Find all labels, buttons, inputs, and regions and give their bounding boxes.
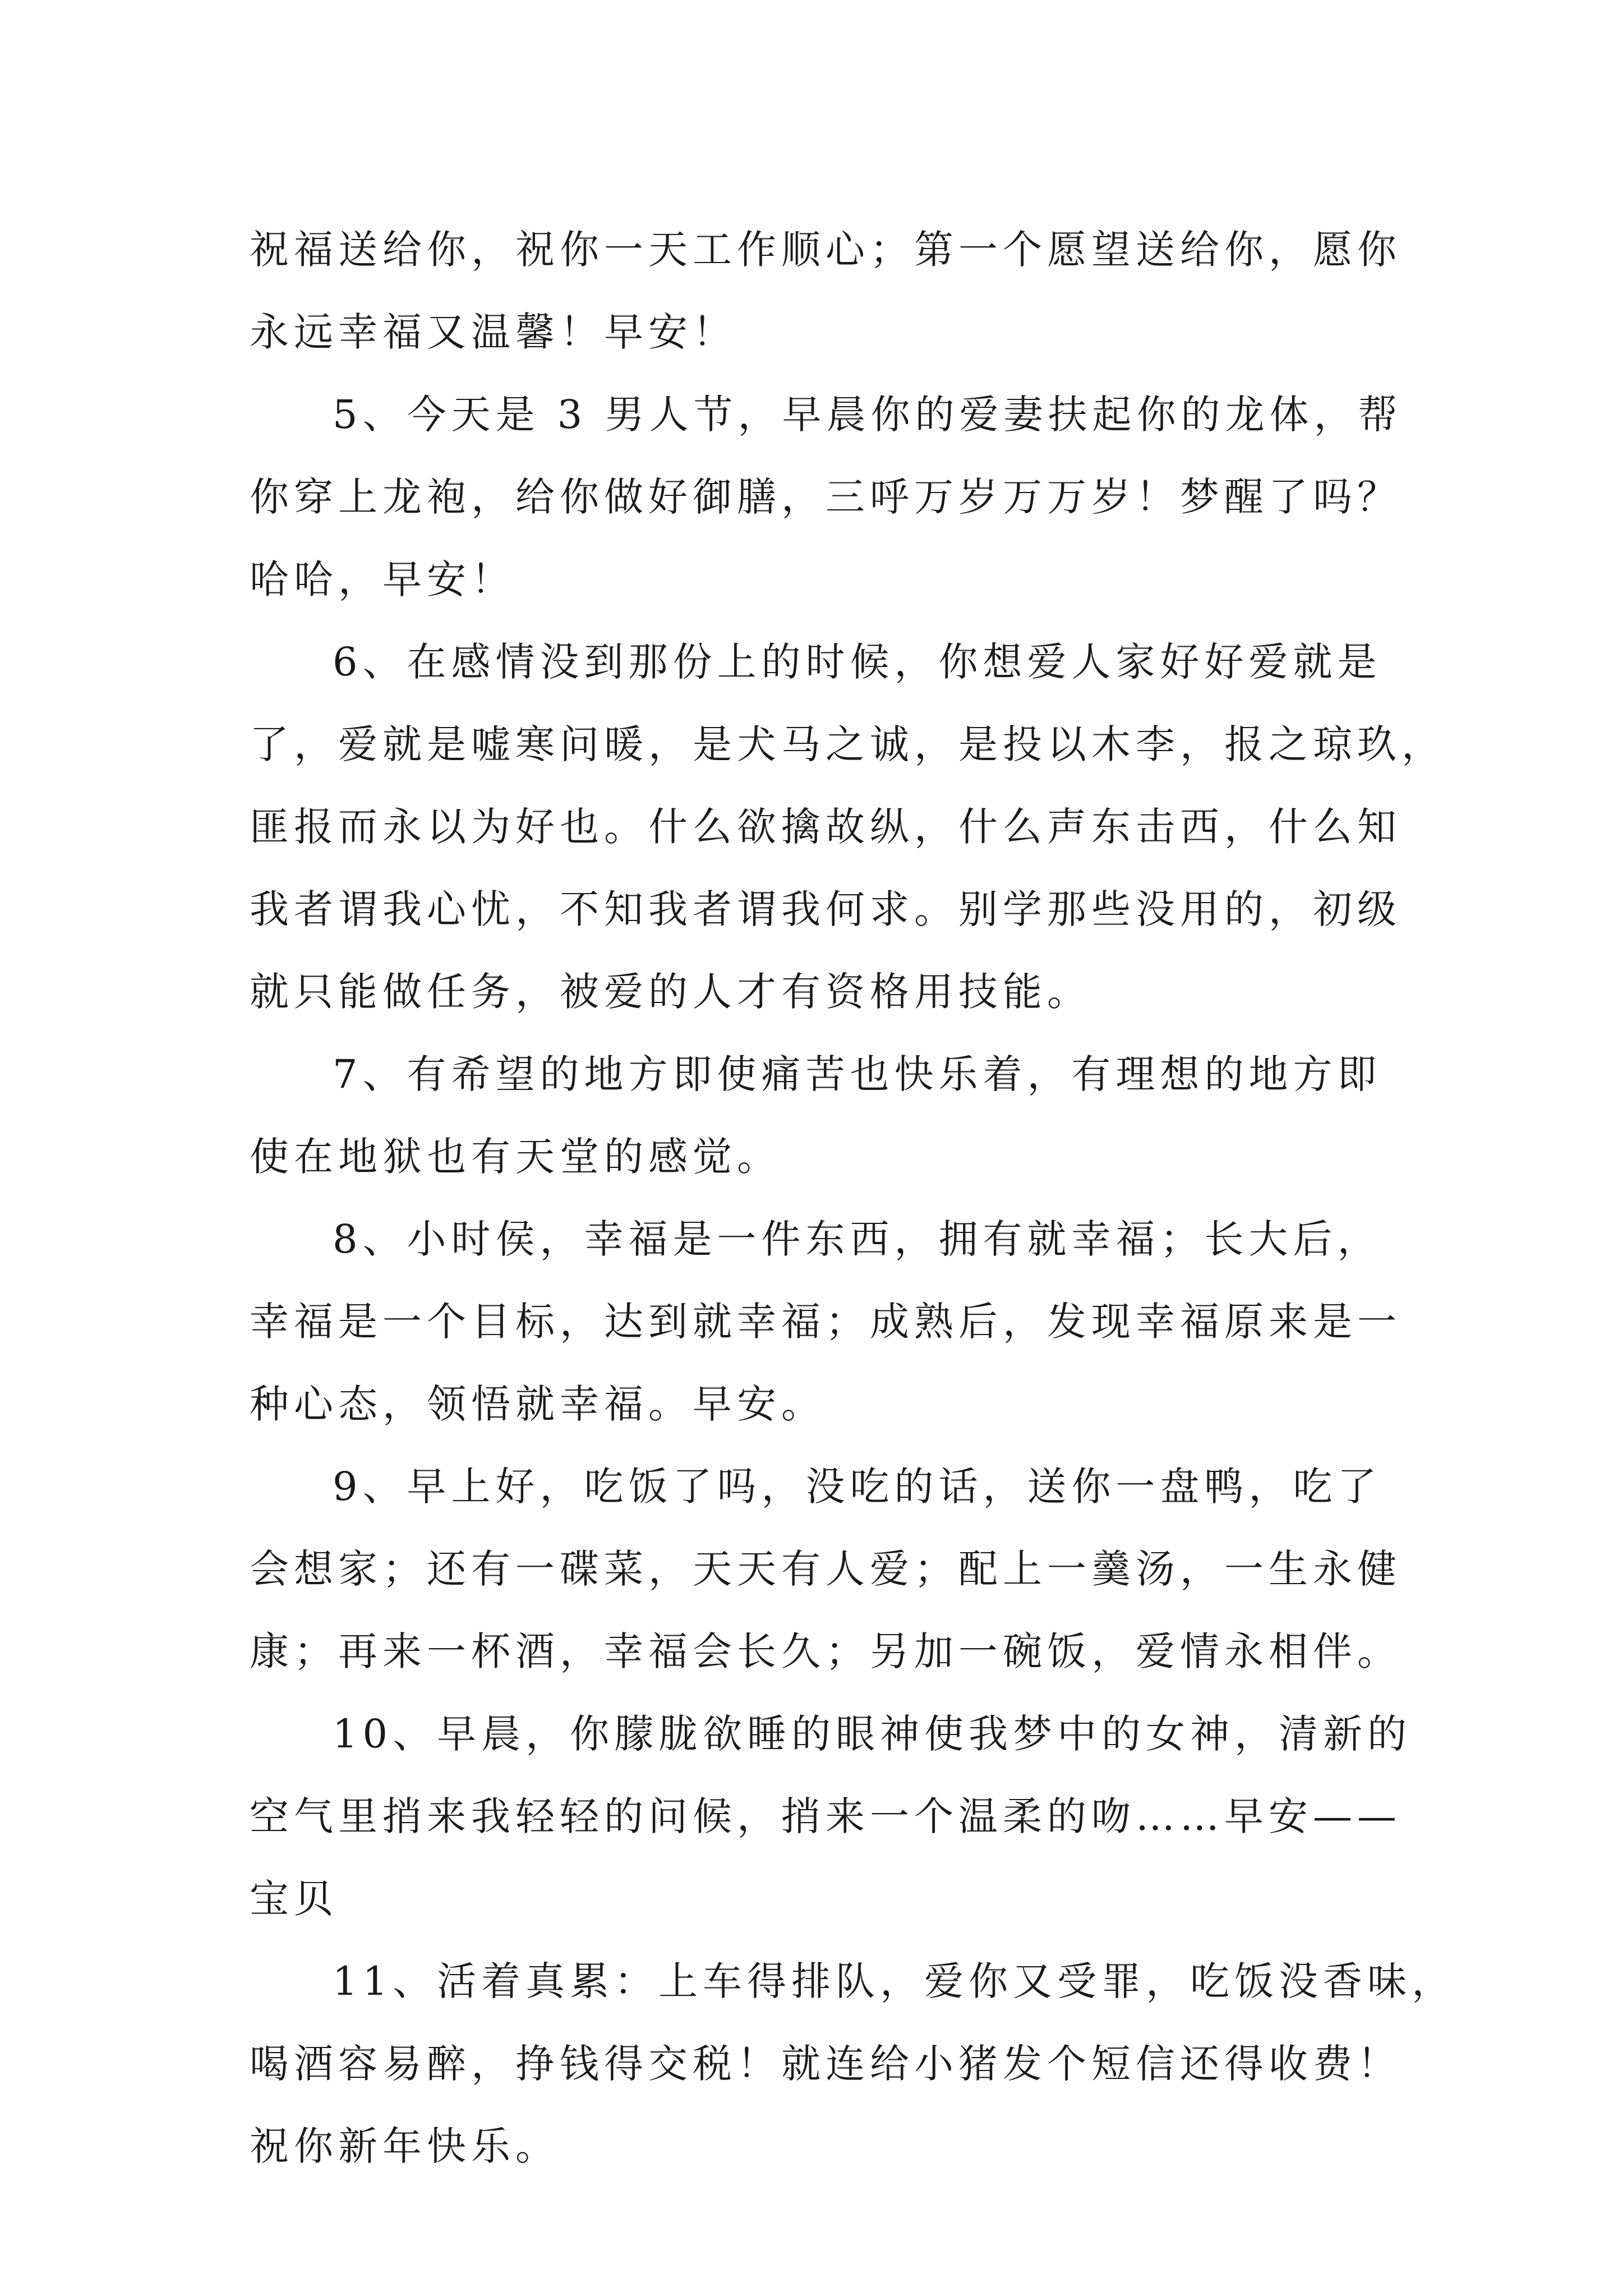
text-line-9: 我者谓我心忧，不知我者谓我何求。别学那些没用的，初级 (250, 886, 1401, 932)
text-line-11: 7、有希望的地方即使痛苦也快乐着，有理想的地方即 (333, 1051, 1382, 1097)
text-line-19: 10、早晨，你朦胧欲睡的眼神使我梦中的女神，清新的 (333, 1711, 1412, 1757)
text-line-13: 8、小时侯，幸福是一件东西，拥有就幸福；长大后， (333, 1216, 1382, 1262)
text-line-21: 宝贝 (250, 1876, 338, 1922)
text-line-24: 祝你新年快乐。 (250, 2123, 560, 2169)
text-line-2: 永远幸福又温馨！早安！ (250, 309, 737, 355)
text-line-6: 6、在感情没到那份上的时候，你想爱人家好好爱就是 (333, 639, 1382, 685)
text-line-8: 匪报而永以为好也。什么欲擒故纵，什么声东击西，什么知 (250, 804, 1401, 850)
text-line-15: 种心态，领悟就幸福。早安。 (250, 1381, 826, 1427)
text-line-10: 就只能做任务，被爱的人才有资格用技能。 (250, 969, 1091, 1015)
text-line-18: 康；再来一杯酒，幸福会长久；另加一碗饭，爱情永相伴。 (250, 1628, 1401, 1674)
text-line-16: 9、早上好，吃饭了吗，没吃的话，送你一盘鸭，吃了 (333, 1464, 1382, 1510)
text-line-14: 幸福是一个目标，达到就幸福；成熟后，发现幸福原来是一 (250, 1299, 1401, 1345)
text-line-20: 空气里捎来我轻轻的问候，捎来一个温柔的吻……早安—— (250, 1793, 1401, 1839)
text-line-22: 11、活着真累：上车得排队，爱你又受罪，吃饭没香味， (333, 1958, 1456, 2004)
text-line-12: 使在地狱也有天堂的感觉。 (250, 1134, 781, 1180)
document-body (250, 209, 1456, 2188)
text-line-23: 喝酒容易醉，挣钱得交税！就连给小猪发个短信还得收费！ (250, 2041, 1401, 2087)
text-line-3: 5、今天是 3 男人节，早晨你的爱妻扶起你的龙体，帮 (333, 392, 1403, 438)
text-line-4: 你穿上龙袍，给你做好御膳，三呼万岁万万岁！梦醒了吗？ (250, 474, 1401, 520)
text-line-1: 祝福送给你，祝你一天工作顺心；第一个愿望送给你，愿你 (250, 227, 1401, 273)
text-line-7: 了，爱就是嘘寒问暖，是犬马之诚，是投以木李，报之琼玖， (250, 721, 1446, 767)
text-line-5: 哈哈，早安！ (250, 556, 515, 602)
text-line-17: 会想家；还有一碟菜，天天有人爱；配上一羹汤，一生永健 (250, 1546, 1401, 1592)
